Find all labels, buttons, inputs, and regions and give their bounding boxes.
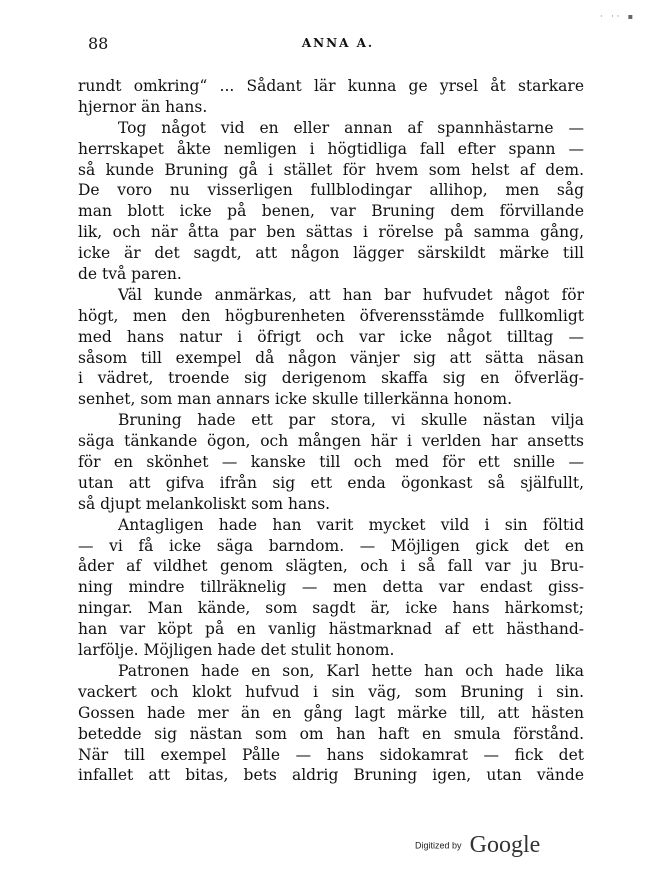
text-line: utan att gifva ifrån sig ett enda ögonkast så själfullt,: [78, 473, 584, 492]
text-line: Gossen hade mer än en gång lagt märke till, att hästen: [78, 703, 584, 722]
text-line: med hans natur i öfrigt och var icke något tilltag —: [78, 327, 584, 346]
text-line: rundt omkring“ ... Sådant lär kunna ge yrsel åt starkare: [78, 77, 584, 95]
digitized-by-google-watermark: [415, 832, 565, 862]
text-line: Bruning hade ett par stora, vi skulle nästan vilja: [118, 411, 584, 430]
text-line: såsom till exempel då någon vänjer sig att sätta näsan: [78, 348, 584, 367]
page-number: 88: [88, 34, 109, 53]
text-line: hjernor än hans.: [78, 97, 208, 116]
text-line: ning mindre tillräknelig — men detta var endast giss-: [78, 578, 584, 597]
digitized-by-label: Digitized by: [415, 840, 462, 851]
text-line: Antagligen hade han varit mycket vild i sin föltid: [118, 515, 584, 534]
body-text: [78, 76, 584, 786]
text-line: för en skönhet — kanske till och med för ett snille —: [78, 453, 584, 472]
text-line: larfölje. Möjligen hade det stulit honom.: [78, 641, 395, 660]
text-line: icke är det sagdt, att någon lägger särskildt märke till: [78, 244, 584, 263]
text-line: säga tänkande ögon, och mången här i verlden har ansetts: [78, 432, 584, 451]
text-line: Tog något vid en eller annan af spannhästarne —: [118, 118, 584, 137]
text-line: högt, men den högburenheten öfverensstämde fullkomligt: [78, 306, 584, 325]
text-line: vackert och klokt hufvud i sin väg, som Bruning i sin.: [78, 682, 584, 701]
text-line: de två paren.: [78, 265, 182, 284]
text-line: infallet att bitas, bets aldrig Bruning igen, utan vände: [78, 766, 584, 785]
text-line: betedde sig nästan som om han haft en smula förstånd.: [78, 724, 584, 743]
text-line: herrskapet åkte nemligen i högtidliga fall efter spann —: [78, 139, 584, 158]
text-line: Väl kunde anmärkas, att han bar hufvudet något för: [118, 285, 584, 304]
page-header: [88, 34, 588, 54]
text-line: så djupt melankoliskt som hans.: [78, 494, 331, 513]
google-logo: Google: [469, 832, 541, 858]
corner-marks: · ·· ▪: [600, 12, 637, 21]
text-line: lik, och när åtta par ben sättas i rörelse på samma gång,: [78, 223, 584, 242]
text-line: När till exempel Pålle — hans sidokamrat — fick det: [78, 745, 584, 764]
text-line: De voro nu visserligen fullblodingar allihop, men såg: [78, 181, 584, 200]
text-line: Patronen hade en son, Karl hette han och hade lika: [118, 661, 584, 680]
text-line: — vi få icke säga barndom. — Möjligen gick det en: [78, 536, 584, 555]
text-line: han var köpt på en vanlig hästmarknad af ett hästhand-: [78, 620, 584, 639]
text-line: åder af vildhet genom slägten, och i så fall var ju Bru-: [78, 557, 584, 576]
text-line: ningar. Man kände, som sagdt är, icke hans härkomst;: [78, 599, 584, 618]
running-title: ANNA A.: [301, 36, 375, 50]
text-line: så kunde Bruning gå i stället för hvem som helst af dem.: [78, 160, 584, 179]
text-line: senhet, som man annars icke skulle tillerkänna honom.: [78, 390, 513, 409]
text-line: i vädret, troende sig derigenom skaffa sig en öfverläg-: [78, 369, 584, 388]
text-line: man blott icke på benen, var Bruning dem förvillande: [78, 202, 584, 221]
